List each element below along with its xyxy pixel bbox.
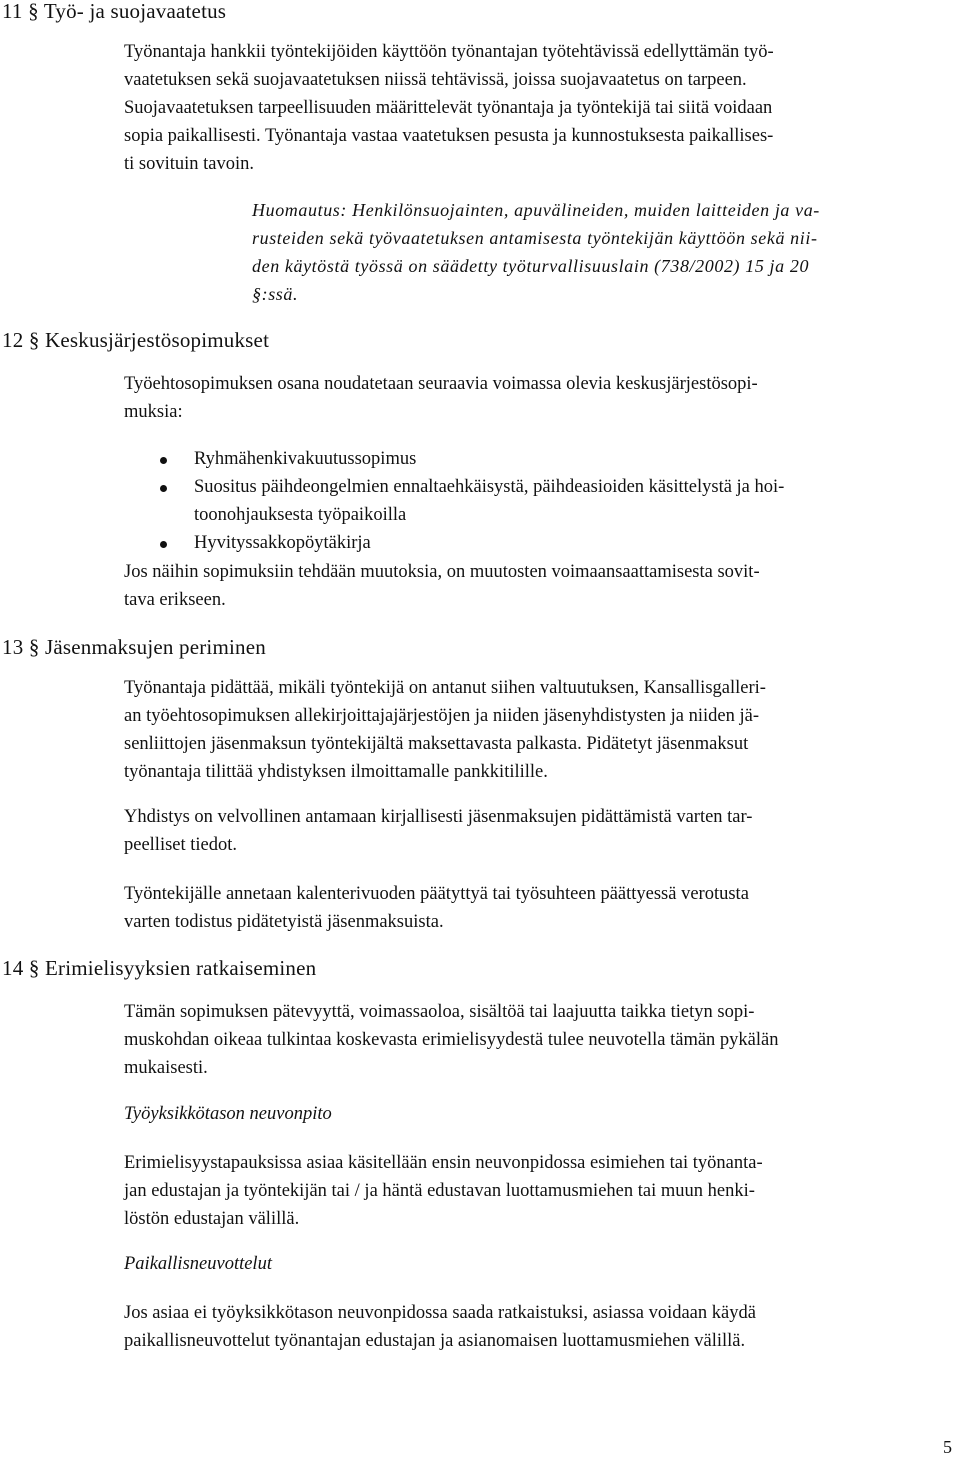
bullet-icon [160,485,167,492]
text-line: mukaisesti. [124,1058,208,1078]
section-12-heading: 12 § Keskusjärjestösopimukset [2,328,270,352]
section-11-note [252,196,952,308]
text-line: Erimielisyystapauksissa asiaa käsitellään ensin neuvonpidossa esimiehen tai työnanta- [124,1153,763,1173]
section-11-heading: 11 § Työ- ja suojavaatetus [2,0,227,23]
text-line: varten todistus pidätetyistä jäsenmaksuista. [124,912,444,932]
text-line: Yhdistys on velvollinen antamaan kirjallisesti jäsenmaksujen pidättämistä varten tar- [124,807,753,827]
agreement-list [124,445,784,557]
page-number: 5 [943,1437,952,1457]
bullet-icon [160,457,167,464]
list-item [124,473,784,529]
bullet-icon [160,541,167,548]
section-14-paragraph-2 [124,1149,940,1233]
section-13-paragraph-3 [124,880,940,936]
list-item-text: toonohjauksesta työpaikoilla [194,505,407,525]
text-line: Työehtosopimuksen osana noudatetaan seuraavia voimassa olevia keskusjärjestösopi- [124,374,758,394]
text-line: jan edustajan ja työntekijän tai / ja häntä edustavan luottamusmiehen tai muun henki- [124,1181,755,1201]
section-14-paragraph-3 [124,1299,940,1355]
text-line: senliittojen jäsenmaksun työntekijältä maksettavasta palkasta. Pidätetyt jäsenmaksut [124,734,749,754]
text-line: Työnantaja pidättää, mikäli työntekijä on antanut siihen valtuutuksen, Kansallisgalleri- [124,678,766,698]
text-line: an työehtosopimuksen allekirjoittajajärjestöjen ja niiden jäsenyhdistysten ja niiden jä- [124,706,760,726]
text-line: työnantaja tilittää yhdistyksen ilmoittamalle pankkitilille. [124,762,548,782]
list-item [124,529,784,557]
text-line: muskohdan oikeaa tulkintaa koskevasta erimielisyydestä tulee neuvotella tämän pykälän [124,1030,779,1050]
section-14-paragraph-1 [124,998,940,1082]
list-item-text: Ryhmähenkivakuutussopimus [194,449,417,469]
note-line: rusteiden sekä työvaatetuksen antamisesta työntekijän käyttöön sekä nii- [252,228,818,248]
subheading-unit-level: Työyksikkötason neuvonpito [124,1104,332,1124]
section-12-intro [124,370,940,426]
text-line: Jos asiaa ei työyksikkötason neuvonpidossa saada ratkaistuksi, asiassa voidaan käydä [124,1303,756,1323]
note-line: §:ssä. [252,284,299,304]
text-line: paikallisneuvottelut työnantajan edustajan ja asianomaisen luottamusmiehen välillä. [124,1331,746,1351]
section-13-heading: 13 § Jäsenmaksujen periminen [2,635,266,659]
text-line: Jos näihin sopimuksiin tehdään muutoksia, on muutosten voimaansaattamisesta sovit- [124,562,760,582]
text-line: Työntekijälle annetaan kalenterivuoden päätyttyä tai työsuhteen päättyessä verotusta [124,884,749,904]
section-13-paragraph-1 [124,674,940,786]
text-line: löstön edustajan välillä. [124,1209,300,1229]
text-line: vaatetuksen sekä suojavaatetuksen niissä tehtävissä, joissa suojavaatetus on tarpeen. [124,70,747,90]
text-line: Suojavaatetuksen tarpeellisuuden määrittelevät työnantaja ja työntekijä tai siitä voidaan [124,98,773,118]
text-line: muksia: [124,402,183,422]
list-item [124,445,784,473]
note-line: Huomautus: Henkilönsuojainten, apuvälineiden, muiden laitteiden ja va- [252,200,820,220]
note-line: den käytöstä työssä on säädetty työturvallisuuslain (738/2002) 15 ja 20 [252,256,810,276]
text-line: tava erikseen. [124,590,226,610]
text-line: Tämän sopimuksen pätevyyttä, voimassaoloa, sisältöä tai laajuutta taikka tietyn sopi- [124,1002,755,1022]
list-item-text: Suositus päihdeongelmien ennaltaehkäisystä, päihdeasioiden käsittelystä ja hoi- [194,477,785,497]
section-14-heading: 14 § Erimielisyyksien ratkaiseminen [2,956,317,980]
section-13-paragraph-2 [124,803,940,859]
list-item-text: Hyvityssakkopöytäkirja [194,533,371,553]
text-line: Työnantaja hankkii työntekijöiden käyttöön työnantajan työtehtävissä edellyttämän työ- [124,42,774,62]
section-11-paragraph [124,38,940,178]
text-line: ti sovituin tavoin. [124,154,255,174]
section-12-outro [124,558,940,614]
text-line: peelliset tiedot. [124,835,238,855]
text-line: sopia paikallisesti. Työnantaja vastaa vaatetuksen pesusta ja kunnostuksesta paikallises- [124,126,774,146]
subheading-local-negotiations: Paikallisneuvottelut [124,1254,272,1274]
